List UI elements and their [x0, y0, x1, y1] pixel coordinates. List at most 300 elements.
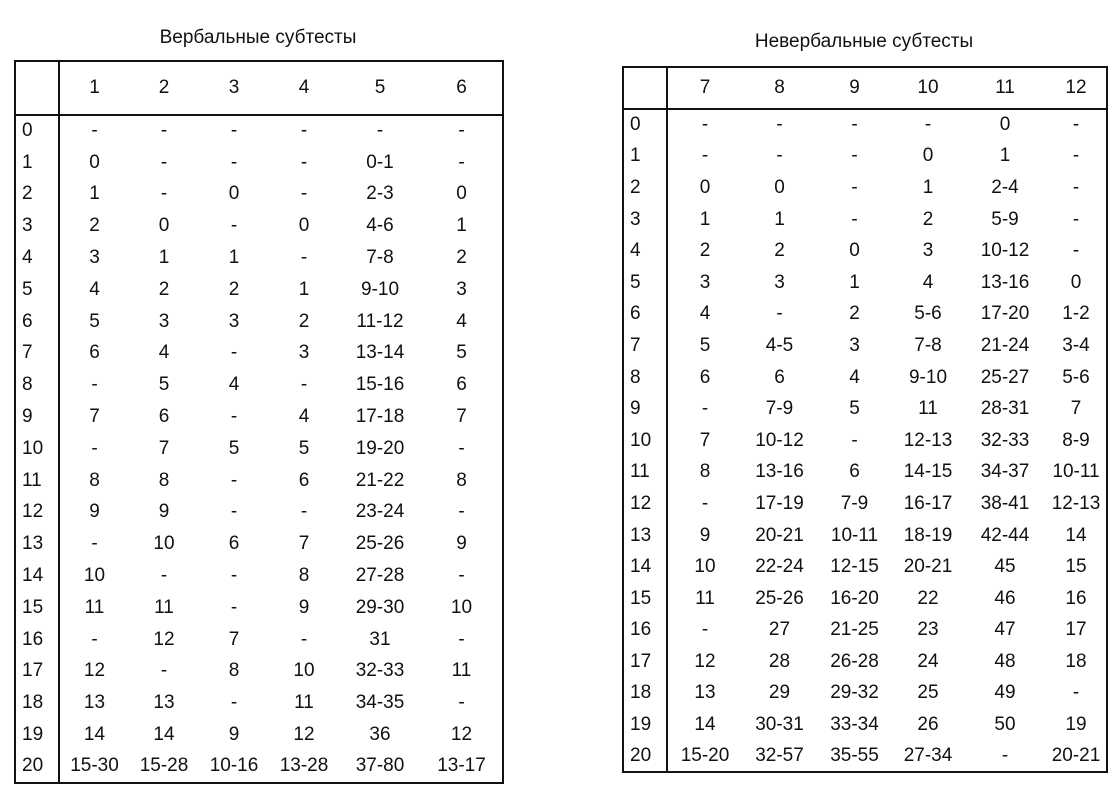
row-score: 12: [15, 497, 59, 529]
table-cell: -: [300, 501, 308, 523]
row-score: 8: [15, 369, 59, 401]
table-cell: -: [91, 374, 98, 396]
table-cell: 2-3: [366, 183, 394, 205]
table-cell: 22-24: [755, 556, 804, 578]
row-score: 13: [623, 520, 667, 552]
row-score: 5: [15, 274, 59, 306]
table-cell: 19-20: [355, 437, 405, 459]
table-cell: -: [300, 183, 308, 205]
table-cell: 2: [89, 215, 100, 237]
column-header: 3: [199, 61, 269, 115]
table-cell: 2: [699, 240, 711, 262]
table-cell: -: [1072, 208, 1080, 230]
table-cell: 24: [917, 650, 939, 672]
row-score: 13: [15, 528, 59, 560]
table-cell: 5: [158, 374, 170, 396]
table-cell: 1-2: [1062, 303, 1090, 325]
table-cell: -: [1072, 145, 1080, 167]
table-cell: 11: [695, 587, 715, 609]
table-row: [15, 560, 503, 592]
table-cell: -: [160, 565, 168, 587]
row-score: 1: [15, 147, 59, 179]
table-cell: -: [300, 247, 308, 269]
table-cell: -: [91, 628, 98, 650]
table-cell: 3: [158, 310, 170, 332]
table-cell: 2: [922, 208, 934, 230]
table-cell: 5: [298, 437, 310, 459]
table-cell: 11-12: [356, 310, 404, 332]
table-cell: 0: [774, 176, 785, 198]
table-cell: 7: [699, 429, 711, 451]
table-row: [623, 457, 1107, 489]
table-cell: 32-33: [355, 660, 405, 682]
table-cell: 0: [158, 215, 170, 237]
table-cell: 4: [456, 310, 467, 332]
table-cell: 4: [158, 342, 170, 364]
table-cell: 10: [694, 556, 716, 578]
table-row: [623, 141, 1107, 173]
table-cell: 13: [83, 692, 106, 714]
table-cell: 17-20: [980, 303, 1030, 325]
row-score: 0: [623, 109, 667, 141]
table-cell: 1: [999, 145, 1011, 167]
table-cell: 12: [83, 660, 106, 682]
table-cell: -: [851, 114, 858, 136]
table-cell: 18: [1065, 650, 1087, 672]
row-score: 7: [15, 338, 59, 370]
column-header: 5: [339, 61, 421, 115]
table-cell: 50: [994, 714, 1016, 736]
table-cell: 9: [699, 524, 711, 546]
table-cell: 6: [298, 469, 310, 491]
table-row: [623, 235, 1107, 267]
row-score: 18: [15, 687, 59, 719]
table-cell: 9-10: [360, 278, 400, 300]
table-cell: 30-31: [755, 714, 804, 736]
verbal-table: [14, 60, 504, 784]
table-cell: 29-30: [355, 596, 405, 618]
table-cell: 6: [774, 366, 785, 388]
table-cell: 3: [774, 271, 785, 293]
table-cell: 14: [694, 714, 716, 736]
table-cell: 27-28: [355, 565, 405, 587]
table-cell: -: [300, 151, 308, 173]
table-row: [623, 551, 1107, 583]
table-cell: 10-12: [755, 429, 804, 451]
row-score: 6: [623, 299, 667, 331]
table-cell: -: [230, 596, 238, 618]
table-row: [15, 242, 503, 274]
table-cell: -: [91, 437, 98, 459]
table-cell: 1: [228, 247, 240, 269]
table-cell: 3: [456, 278, 467, 300]
table-row: [15, 687, 503, 719]
table-cell: 26: [917, 714, 939, 736]
table-cell: -: [91, 120, 98, 142]
table-cell: 32-57: [755, 745, 804, 767]
table-cell: 15-16: [355, 374, 405, 396]
table-cell: 16-20: [830, 587, 879, 609]
column-header: 6: [421, 61, 503, 115]
table-row: [623, 330, 1107, 362]
row-score: 3: [623, 204, 667, 236]
table-cell: 7: [228, 628, 240, 650]
verbal-title: Вербальные субтесты: [159, 27, 357, 48]
table-cell: -: [458, 151, 465, 173]
row-score: 12: [623, 488, 667, 520]
table-row: [15, 401, 503, 433]
table-cell: -: [230, 501, 238, 523]
table-cell: 16: [1065, 587, 1087, 609]
table-cell: 8: [89, 469, 100, 491]
table-cell: 2: [456, 247, 467, 269]
table-row: [15, 369, 503, 401]
table-cell: 4: [849, 366, 860, 388]
table-cell: -: [300, 628, 308, 650]
table-cell: -: [1072, 682, 1080, 704]
table-cell: -: [230, 565, 238, 587]
table-cell: -: [701, 398, 709, 420]
table-cell: 3: [849, 334, 860, 356]
table-row: [623, 425, 1107, 457]
table-cell: 17: [1065, 619, 1087, 641]
table-cell: 22: [917, 587, 939, 609]
table-cell: 37-80: [355, 755, 405, 777]
table-cell: -: [701, 492, 709, 514]
table-cell: 36: [369, 724, 391, 746]
table-cell: 5-6: [1062, 366, 1090, 388]
table-cell: -: [230, 215, 238, 237]
table-cell: 12-13: [1051, 492, 1101, 514]
table-cell: -: [300, 120, 308, 142]
row-score: 8: [623, 362, 667, 394]
table-cell: 5-9: [991, 208, 1019, 230]
table-cell: 1: [456, 215, 467, 237]
table-cell: 29: [768, 682, 791, 704]
table-cell: 19: [1065, 714, 1087, 736]
table-cell: 17-18: [355, 406, 405, 428]
row-score: 11: [623, 457, 667, 489]
table-cell: 1: [699, 208, 711, 230]
table-row: [623, 109, 1107, 141]
table-cell: 18-19: [903, 524, 953, 546]
table-cell: 10: [153, 533, 175, 555]
table-cell: 38-41: [980, 492, 1030, 514]
table-row: [15, 210, 503, 242]
column-header: 8: [742, 67, 817, 109]
table-cell: -: [701, 145, 709, 167]
table-row: [15, 433, 503, 465]
row-score: 15: [623, 583, 667, 615]
table-cell: -: [230, 151, 238, 173]
table-cell: -: [851, 429, 858, 451]
table-cell: -: [230, 469, 238, 491]
row-score: 10: [623, 425, 667, 457]
table-cell: -: [1072, 114, 1080, 136]
table-cell: 8: [456, 469, 467, 491]
row-score: 5: [623, 267, 667, 299]
table-cell: 6: [89, 342, 100, 364]
table-cell: 23: [917, 619, 939, 641]
table-cell: 9: [89, 501, 100, 523]
table-cell: -: [230, 120, 238, 142]
table-cell: 12-13: [903, 429, 953, 451]
table-row: [623, 362, 1107, 394]
table-cell: -: [776, 145, 783, 167]
table-cell: 42-44: [980, 524, 1030, 546]
table-cell: 5-6: [914, 303, 942, 325]
row-score: 20: [623, 741, 667, 773]
row-score: 17: [15, 656, 59, 688]
row-score: 16: [15, 624, 59, 656]
table-cell: 12: [694, 650, 716, 672]
row-score: 7: [623, 330, 667, 362]
row-score: 10: [15, 433, 59, 465]
table-cell: -: [160, 183, 168, 205]
table-cell: 7: [1070, 398, 1082, 420]
table-cell: 2: [158, 278, 170, 300]
table-cell: 11: [294, 692, 314, 714]
table-cell: 14: [83, 724, 106, 746]
table-cell: -: [160, 151, 168, 173]
table-cell: -: [458, 692, 465, 714]
table-cell: 5: [699, 334, 711, 356]
table-cell: 3: [298, 342, 310, 364]
row-score: 19: [623, 709, 667, 741]
table-cell: -: [776, 114, 783, 136]
table-cell: 0: [89, 151, 100, 173]
table-cell: 1: [298, 278, 310, 300]
row-score: 20: [15, 751, 59, 783]
table-cell: 5: [228, 437, 240, 459]
table-cell: -: [230, 342, 238, 364]
table-cell: 3: [89, 247, 100, 269]
table-cell: 0: [228, 183, 240, 205]
table-cell: 25-26: [355, 533, 405, 555]
table-cell: 9: [228, 724, 240, 746]
corner-cell: [623, 67, 667, 109]
table-cell: 15: [1065, 556, 1087, 578]
table-cell: 2: [228, 278, 240, 300]
table-cell: 15-30: [70, 755, 119, 777]
column-header: 11: [964, 67, 1046, 109]
table-row: [15, 179, 503, 211]
row-score: 17: [623, 646, 667, 678]
row-score: 6: [15, 306, 59, 338]
table-cell: 7: [298, 533, 310, 555]
column-header: 1: [59, 61, 129, 115]
table-cell: 0-1: [366, 151, 394, 173]
table-cell: -: [851, 208, 858, 230]
table-row: [15, 115, 503, 147]
table-cell: -: [701, 619, 709, 641]
table-cell: 47: [994, 619, 1016, 641]
row-score: 2: [623, 172, 667, 204]
table-row: [623, 709, 1107, 741]
table-cell: 27-34: [903, 745, 953, 767]
table-row: [15, 624, 503, 656]
table-cell: -: [376, 120, 384, 142]
table-cell: -: [160, 120, 168, 142]
table-cell: 8-9: [1062, 429, 1090, 451]
table-row: [623, 488, 1107, 520]
table-cell: 10: [83, 565, 106, 587]
table-cell: 34-35: [355, 692, 405, 714]
table-cell: -: [701, 114, 709, 136]
row-score: 4: [623, 235, 667, 267]
table-cell: 1: [922, 176, 934, 198]
row-score: 18: [623, 678, 667, 710]
table-cell: 13-14: [355, 342, 405, 364]
table-cell: 13-17: [437, 755, 486, 777]
table-cell: -: [300, 374, 308, 396]
table-cell: 21-25: [830, 619, 879, 641]
table-cell: 14-15: [903, 461, 953, 483]
table-cell: 33-34: [830, 714, 879, 736]
table-cell: 1: [774, 208, 785, 230]
column-header: 10: [892, 67, 964, 109]
table-cell: 8: [298, 565, 310, 587]
table-cell: 4: [228, 374, 240, 396]
table-cell: 9-10: [908, 366, 948, 388]
table-row: [15, 497, 503, 529]
table-cell: 13-16: [980, 271, 1030, 293]
table-cell: 7: [456, 406, 467, 428]
table-cell: 1: [849, 271, 860, 293]
table-cell: 9: [298, 596, 310, 618]
table-cell: 32-33: [980, 429, 1030, 451]
table-cell: -: [230, 692, 238, 714]
table-cell: 48: [994, 650, 1016, 672]
table-cell: 12-15: [830, 556, 879, 578]
column-header: 9: [817, 67, 892, 109]
table-cell: 5: [456, 342, 467, 364]
table-cell: 28: [768, 650, 791, 672]
column-header: 2: [129, 61, 199, 115]
table-cell: 13-16: [755, 461, 804, 483]
table-cell: 4-5: [765, 334, 794, 356]
table-cell: -: [851, 176, 858, 198]
table-cell: 7-8: [914, 334, 942, 356]
table-cell: 9: [456, 533, 467, 555]
table-cell: 15-20: [680, 745, 730, 767]
table-cell: 17-19: [755, 492, 804, 514]
table-cell: 0: [456, 183, 467, 205]
table-row: [623, 393, 1107, 425]
table-cell: 4: [922, 271, 934, 293]
table-cell: 4-6: [366, 215, 394, 237]
table-cell: 11: [451, 660, 472, 682]
row-score: 16: [623, 615, 667, 647]
column-header: 4: [269, 61, 339, 115]
table-cell: -: [1072, 176, 1080, 198]
row-score: 3: [15, 210, 59, 242]
table-row: [623, 583, 1107, 615]
table-row: [623, 299, 1107, 331]
row-score: 4: [15, 242, 59, 274]
table-cell: 10-11: [1052, 461, 1100, 483]
table-cell: 25-27: [980, 366, 1030, 388]
table-row: [15, 656, 503, 688]
table-cell: 0: [298, 215, 310, 237]
table-cell: 4: [699, 303, 711, 325]
row-score: 19: [15, 719, 59, 751]
row-score: 2: [15, 179, 59, 211]
table-cell: 34-37: [980, 461, 1030, 483]
row-score: 1: [623, 141, 667, 173]
table-cell: 27: [768, 619, 791, 641]
table-row: [15, 274, 503, 306]
table-cell: -: [160, 660, 168, 682]
table-cell: 4: [89, 278, 100, 300]
table-cell: 12: [450, 724, 473, 746]
table-cell: 13-28: [279, 755, 329, 777]
table-row: [623, 172, 1107, 204]
table-cell: 5: [849, 398, 860, 420]
table-row: [623, 615, 1107, 647]
table-row: [15, 306, 503, 338]
table-cell: 3: [922, 240, 934, 262]
table-cell: 21-24: [980, 334, 1030, 356]
table-cell: 6: [699, 366, 711, 388]
table-row: [15, 528, 503, 560]
table-cell: 20-21: [1051, 745, 1101, 767]
table-cell: 29-32: [830, 682, 879, 704]
table-cell: 2: [298, 310, 310, 332]
table-cell: 35-55: [830, 745, 879, 767]
row-score: 9: [623, 393, 667, 425]
table-cell: 16-17: [903, 492, 953, 514]
table-cell: 28-31: [980, 398, 1030, 420]
table-cell: 1: [158, 247, 170, 269]
table-cell: 25: [917, 682, 939, 704]
table-row: [623, 267, 1107, 299]
table-row: [623, 646, 1107, 678]
table-cell: 49: [994, 682, 1016, 704]
row-score: 15: [15, 592, 59, 624]
table-cell: 6: [456, 374, 467, 396]
table-row: [15, 338, 503, 370]
table-cell: 3-4: [1062, 334, 1090, 356]
table-row: [15, 751, 503, 783]
nonverbal-table: [622, 66, 1108, 773]
row-score: 14: [623, 551, 667, 583]
table-cell: -: [851, 145, 858, 167]
table-cell: 10: [293, 660, 315, 682]
table-cell: -: [91, 533, 98, 555]
table-cell: 7: [89, 406, 100, 428]
table-cell: 7: [158, 437, 170, 459]
row-score: 11: [15, 465, 59, 497]
table-cell: 13: [153, 692, 175, 714]
table-cell: 25-26: [755, 587, 804, 609]
row-score: 9: [15, 401, 59, 433]
table-cell: 11: [84, 596, 105, 618]
table-cell: 8: [699, 461, 711, 483]
table-cell: 9: [158, 501, 170, 523]
table-cell: 6: [228, 533, 240, 555]
table-cell: 20-21: [903, 556, 953, 578]
table-row: [623, 520, 1107, 552]
table-cell: -: [230, 406, 238, 428]
table-cell: 8: [158, 469, 170, 491]
table-cell: 6: [158, 406, 170, 428]
table-row: [15, 465, 503, 497]
table-cell: 0: [849, 240, 860, 262]
table-cell: 45: [994, 556, 1016, 578]
table-cell: 14: [153, 724, 175, 746]
corner-cell: [15, 61, 59, 115]
